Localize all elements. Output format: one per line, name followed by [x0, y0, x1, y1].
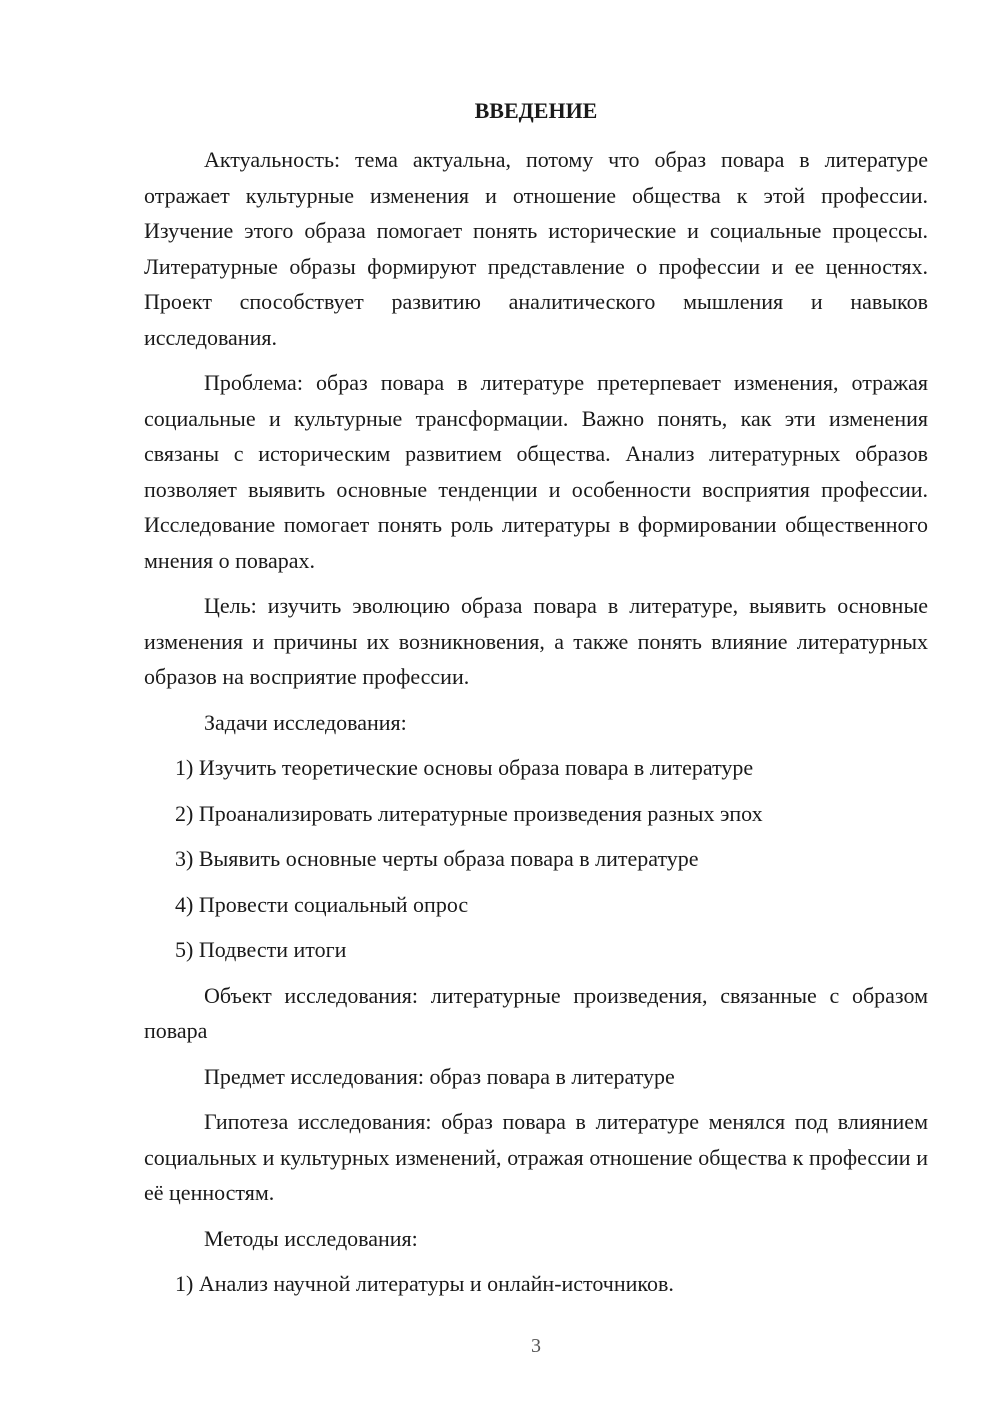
- subject-paragraph: Предмет исследования: образ повара в литературе: [204, 1063, 675, 1089]
- task-item: 3) Выявить основные черты образа повара в литературе: [175, 846, 699, 871]
- methods-heading: Методы исследования:: [204, 1225, 418, 1251]
- document-body: [144, 142, 928, 1312]
- goal-paragraph: Цель: изучить эволюцию образа повара в литературе, выявить основные изменения и причины их возникновения, а также понять влияние литературных образов на восприятие профессии.: [144, 593, 928, 689]
- problem-paragraph: Проблема: образ повара в литературе претерпевает изменения, отражая социальные и культурные трансформации. Важно понять, как эти изменения связаны с историческим развитием общества. Анализ литературных образов позволяет выявить основные тенденции и особенности восприятия профессии. Исследование помогает понять роль литературы в формировании общественного мнения о поварах.: [144, 370, 928, 573]
- method-item: 1) Анализ научной литературы и онлайн-источников.: [175, 1271, 674, 1296]
- page-number: 3: [531, 1335, 541, 1357]
- relevance-paragraph: Актуальность: тема актуальна, потому что образ повара в литературе отражает культурные изменения и отношение общества к этой профессии. Изучение этого образа помогает понять исторические и социальные процессы. Литературные образы формируют представление о профессии и ее ценностях. Проект способствует развитию аналитического мышления и навыков исследования.: [144, 147, 928, 350]
- task-item: 5) Подвести итоги: [175, 937, 347, 962]
- object-paragraph: Объект исследования: литературные произведения, связанные с образом повара: [144, 982, 928, 1043]
- task-item: 2) Проанализировать литературные произведения разных эпох: [175, 800, 763, 826]
- task-item: 4) Провести социальный опрос: [175, 891, 469, 917]
- document-title: ВВЕДЕНИЕ: [474, 98, 598, 123]
- hypothesis-paragraph: Гипотеза исследования: образ повара в литературе менялся под влиянием социальных и культурных изменений, отражая отношение общества к профессии и её ценностям.: [144, 1109, 928, 1205]
- task-item: 1) Изучить теоретические основы образа повара в литературе: [175, 755, 754, 780]
- tasks-heading: Задачи исследования:: [204, 709, 407, 735]
